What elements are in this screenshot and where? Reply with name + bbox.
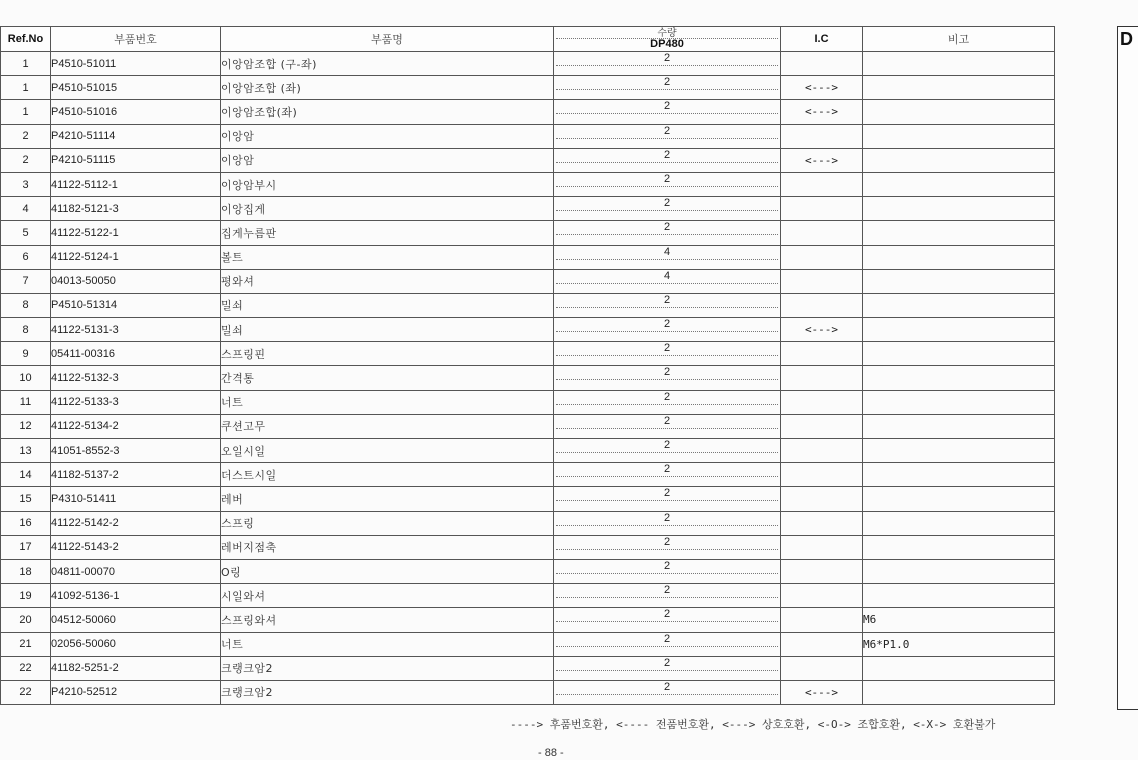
divider (556, 307, 778, 308)
ref-no-cell: 9 (1, 342, 51, 366)
part-name-cell: 밀쇠 (221, 293, 554, 317)
quantity-value: 2 (663, 197, 671, 210)
quantity-cell (554, 584, 781, 608)
ref-no-cell: 22 (1, 680, 51, 704)
interchange-cell (781, 414, 863, 438)
ref-no-cell: 17 (1, 535, 51, 559)
part-number-cell: 04013-50050 (51, 269, 221, 293)
remarks-cell (863, 487, 1055, 511)
divider (556, 283, 778, 284)
part-number-cell: P4310-51411 (51, 487, 221, 511)
part-number-cell: 02056-50060 (51, 632, 221, 656)
ref-no-cell: 19 (1, 584, 51, 608)
part-name-cell: 레버지점축 (221, 535, 554, 559)
remarks-cell (863, 269, 1055, 293)
table-row (1, 366, 1055, 390)
header-part-number: 부품번호 (51, 27, 221, 52)
divider (556, 355, 778, 356)
part-name-cell: 볼트 (221, 245, 554, 269)
part-name-cell: 이앙암 (221, 124, 554, 148)
part-number-cell: 41122-5124-1 (51, 245, 221, 269)
ref-no-cell: 5 (1, 221, 51, 245)
part-number-cell: 41122-5132-3 (51, 366, 221, 390)
table-row (1, 487, 1055, 511)
ref-no-cell: 15 (1, 487, 51, 511)
divider (556, 89, 778, 90)
ref-no-cell: 6 (1, 245, 51, 269)
table-row (1, 124, 1055, 148)
ref-no-cell: 2 (1, 124, 51, 148)
part-name-cell: 스프링 (221, 511, 554, 535)
quantity-value: 2 (663, 463, 671, 476)
quantity-cell (554, 221, 781, 245)
quantity-value: 2 (663, 342, 671, 355)
table-row (1, 584, 1055, 608)
part-number-cell: 41122-5143-2 (51, 535, 221, 559)
part-name-cell: O링 (221, 559, 554, 583)
remarks-cell (863, 656, 1055, 680)
remarks-cell: M6 (863, 608, 1055, 632)
header-quantity-label: 수량 (657, 28, 677, 39)
quantity-cell (554, 390, 781, 414)
quantity-cell (554, 680, 781, 704)
ref-no-cell: 3 (1, 172, 51, 196)
part-number-cell: 05411-00316 (51, 342, 221, 366)
quantity-value: 2 (663, 172, 671, 185)
part-name-cell: 밀쇠 (221, 318, 554, 342)
divider (556, 694, 778, 695)
ref-no-cell: 7 (1, 269, 51, 293)
quantity-cell (554, 245, 781, 269)
interchange-cell (781, 463, 863, 487)
remarks-cell (863, 293, 1055, 317)
interchange-cell: <---> (781, 680, 863, 704)
interchange-cell: <---> (781, 148, 863, 172)
part-name-cell: 집게누름판 (221, 221, 554, 245)
part-name-cell: 크랭크암2 (221, 680, 554, 704)
interchange-cell: <---> (781, 100, 863, 124)
quantity-cell (554, 487, 781, 511)
ref-no-cell: 16 (1, 511, 51, 535)
quantity-value: 2 (663, 221, 671, 234)
quantity-value: 2 (663, 318, 671, 331)
ref-no-cell: 4 (1, 197, 51, 221)
remarks-cell (863, 680, 1055, 704)
remarks-cell (863, 148, 1055, 172)
part-name-cell: 레버 (221, 487, 554, 511)
table-row (1, 632, 1055, 656)
quantity-cell (554, 632, 781, 656)
quantity-value: 2 (663, 487, 671, 500)
remarks-cell (863, 318, 1055, 342)
table-row (1, 148, 1055, 172)
remarks-cell (863, 100, 1055, 124)
remarks-cell (863, 76, 1055, 100)
part-number-cell: 41122-5112-1 (51, 172, 221, 196)
adjacent-table-letter: D (1120, 29, 1133, 49)
header-model: DP480 (650, 38, 684, 50)
ref-no-cell: 11 (1, 390, 51, 414)
divider (556, 597, 778, 598)
remarks-cell (863, 390, 1055, 414)
part-name-cell: 더스트시일 (221, 463, 554, 487)
ref-no-cell: 8 (1, 318, 51, 342)
interchange-cell (781, 656, 863, 680)
table-row (1, 52, 1055, 76)
interchange-cell (781, 342, 863, 366)
ref-no-cell: 13 (1, 439, 51, 463)
table-header-row (1, 27, 1055, 52)
interchange-cell (781, 221, 863, 245)
table-row (1, 293, 1055, 317)
quantity-value: 2 (663, 511, 671, 524)
header-ref-no: Ref.No (1, 27, 51, 52)
quantity-value: 2 (663, 559, 671, 572)
divider (556, 500, 778, 501)
quantity-value: 2 (663, 535, 671, 548)
ref-no-cell: 1 (1, 100, 51, 124)
ref-no-cell: 21 (1, 632, 51, 656)
divider (556, 621, 778, 622)
table-row (1, 559, 1055, 583)
quantity-cell (554, 511, 781, 535)
remarks-cell (863, 414, 1055, 438)
part-name-cell: 크랭크암2 (221, 656, 554, 680)
remarks-cell (863, 124, 1055, 148)
interchange-cell (781, 269, 863, 293)
part-number-cell: P4510-51015 (51, 76, 221, 100)
divider (556, 113, 778, 114)
table-row (1, 245, 1055, 269)
part-name-cell: 간격통 (221, 366, 554, 390)
header-interchange: I.C (781, 27, 863, 52)
quantity-cell (554, 269, 781, 293)
part-name-cell: 이앙암부시 (221, 172, 554, 196)
remarks-cell (863, 463, 1055, 487)
part-number-cell: P4510-51314 (51, 293, 221, 317)
quantity-cell (554, 197, 781, 221)
ref-no-cell: 2 (1, 148, 51, 172)
table-row (1, 463, 1055, 487)
table-row (1, 390, 1055, 414)
quantity-value: 2 (663, 584, 671, 597)
divider (556, 476, 778, 477)
quantity-value: 2 (663, 632, 671, 645)
quantity-value: 2 (663, 414, 671, 427)
divider (556, 525, 778, 526)
interchange-cell (781, 439, 863, 463)
quantity-value: 4 (663, 245, 671, 258)
quantity-cell (554, 318, 781, 342)
table-row (1, 511, 1055, 535)
table-row (1, 439, 1055, 463)
quantity-value: 2 (663, 439, 671, 451)
table-row (1, 172, 1055, 196)
part-name-cell: 너트 (221, 632, 554, 656)
page-number: - 88 - (538, 747, 564, 759)
quantity-value: 2 (663, 52, 671, 64)
ref-no-cell: 18 (1, 559, 51, 583)
ref-no-cell: 12 (1, 414, 51, 438)
quantity-cell (554, 52, 781, 76)
interchange-cell (781, 584, 863, 608)
divider (556, 404, 778, 405)
ref-no-cell: 1 (1, 52, 51, 76)
divider (556, 210, 778, 211)
quantity-value: 2 (663, 293, 671, 306)
divider (556, 452, 778, 453)
part-name-cell: 평와셔 (221, 269, 554, 293)
table-row (1, 318, 1055, 342)
divider (556, 428, 778, 429)
part-number-cell: 41051-8552-3 (51, 439, 221, 463)
divider (556, 234, 778, 235)
quantity-cell (554, 342, 781, 366)
interchange-cell (781, 52, 863, 76)
part-number-cell: 41122-5134-2 (51, 414, 221, 438)
quantity-cell (554, 76, 781, 100)
part-number-cell: 41122-5131-3 (51, 318, 221, 342)
part-name-cell: 스프링와셔 (221, 608, 554, 632)
interchange-legend: ----> 후품번호환, <---- 전품번호환, <---> 상호호환, <-O-> 조합호환, <-X-> 호환불가 (510, 718, 996, 731)
table-row (1, 76, 1055, 100)
table-row (1, 680, 1055, 704)
table-row (1, 414, 1055, 438)
quantity-cell (554, 148, 781, 172)
ref-no-cell: 20 (1, 608, 51, 632)
quantity-value: 2 (663, 148, 671, 161)
quantity-value: 2 (663, 390, 671, 403)
divider (556, 549, 778, 550)
divider (556, 259, 778, 260)
quantity-cell (554, 124, 781, 148)
part-number-cell: 04512-50060 (51, 608, 221, 632)
interchange-cell (781, 535, 863, 559)
quantity-cell (554, 559, 781, 583)
interchange-cell (781, 172, 863, 196)
ref-no-cell: 8 (1, 293, 51, 317)
interchange-cell: <---> (781, 318, 863, 342)
quantity-value: 2 (663, 124, 671, 137)
part-name-cell: 이앙암조합 (좌) (221, 76, 554, 100)
quantity-value: 2 (663, 76, 671, 89)
part-name-cell: 쿠션고무 (221, 414, 554, 438)
quantity-value: 2 (663, 366, 671, 379)
quantity-value: 4 (663, 269, 671, 282)
remarks-cell (863, 197, 1055, 221)
remarks-cell (863, 535, 1055, 559)
part-number-cell: 04811-00070 (51, 559, 221, 583)
remarks-cell (863, 342, 1055, 366)
interchange-cell (781, 293, 863, 317)
remarks-cell (863, 559, 1055, 583)
header-quantity (554, 27, 781, 52)
interchange-cell (781, 511, 863, 535)
interchange-cell (781, 608, 863, 632)
interchange-cell (781, 559, 863, 583)
ref-no-cell: 22 (1, 656, 51, 680)
divider (556, 646, 778, 647)
quantity-value: 2 (663, 656, 671, 669)
ref-no-cell: 14 (1, 463, 51, 487)
quantity-cell (554, 463, 781, 487)
interchange-cell (781, 366, 863, 390)
quantity-cell (554, 439, 781, 463)
quantity-cell (554, 172, 781, 196)
remarks-cell (863, 245, 1055, 269)
divider (556, 162, 778, 163)
part-number-cell: 41122-5133-3 (51, 390, 221, 414)
part-number-cell: 41182-5251-2 (51, 656, 221, 680)
divider (556, 138, 778, 139)
table-row (1, 535, 1055, 559)
divider (556, 670, 778, 671)
quantity-cell (554, 656, 781, 680)
part-name-cell: 시일와셔 (221, 584, 554, 608)
divider (556, 65, 778, 66)
ref-no-cell: 10 (1, 366, 51, 390)
ref-no-cell: 1 (1, 76, 51, 100)
interchange-cell: <---> (781, 76, 863, 100)
quantity-cell (554, 535, 781, 559)
part-name-cell: 스프링핀 (221, 342, 554, 366)
part-name-cell: 너트 (221, 390, 554, 414)
part-number-cell: 41092-5136-1 (51, 584, 221, 608)
divider (556, 379, 778, 380)
parts-table (0, 26, 1055, 705)
quantity-value: 2 (663, 100, 671, 113)
table-row (1, 608, 1055, 632)
part-number-cell: P4210-52512 (51, 680, 221, 704)
part-name-cell: 이앙암조합(좌) (221, 100, 554, 124)
header-part-name: 부품명 (221, 27, 554, 52)
remarks-cell (863, 511, 1055, 535)
part-number-cell: P4210-51115 (51, 148, 221, 172)
divider (556, 186, 778, 187)
part-number-cell: P4210-51114 (51, 124, 221, 148)
remarks-cell (863, 172, 1055, 196)
quantity-value: 2 (663, 680, 671, 693)
interchange-cell (781, 390, 863, 414)
interchange-cell (781, 487, 863, 511)
remarks-cell (863, 439, 1055, 463)
quantity-cell (554, 608, 781, 632)
divider (556, 331, 778, 332)
parts-sheet (0, 26, 1055, 705)
table-row (1, 221, 1055, 245)
part-number-cell: 41182-5121-3 (51, 197, 221, 221)
part-number-cell: P4510-51016 (51, 100, 221, 124)
part-number-cell: P4510-51011 (51, 52, 221, 76)
part-name-cell: 이앙암 (221, 148, 554, 172)
remarks-cell (863, 52, 1055, 76)
remarks-cell: M6*P1.0 (863, 632, 1055, 656)
table-row (1, 656, 1055, 680)
part-name-cell: 이앙암조합 (구-좌) (221, 52, 554, 76)
quantity-cell (554, 414, 781, 438)
remarks-cell (863, 366, 1055, 390)
interchange-cell (781, 632, 863, 656)
remarks-cell (863, 584, 1055, 608)
table-row (1, 269, 1055, 293)
part-name-cell: 오일시일 (221, 439, 554, 463)
quantity-cell (554, 366, 781, 390)
part-number-cell: 41122-5142-2 (51, 511, 221, 535)
table-row (1, 342, 1055, 366)
divider (556, 573, 778, 574)
quantity-value: 2 (663, 608, 671, 621)
part-number-cell: 41182-5137-2 (51, 463, 221, 487)
quantity-cell (554, 293, 781, 317)
part-name-cell: 이앙집게 (221, 197, 554, 221)
quantity-cell (554, 100, 781, 124)
table-row (1, 197, 1055, 221)
part-number-cell: 41122-5122-1 (51, 221, 221, 245)
header-remarks: 비고 (863, 27, 1055, 52)
adjacent-table-edge (1117, 26, 1138, 710)
interchange-cell (781, 124, 863, 148)
table-row (1, 100, 1055, 124)
remarks-cell (863, 221, 1055, 245)
interchange-cell (781, 197, 863, 221)
interchange-cell (781, 245, 863, 269)
